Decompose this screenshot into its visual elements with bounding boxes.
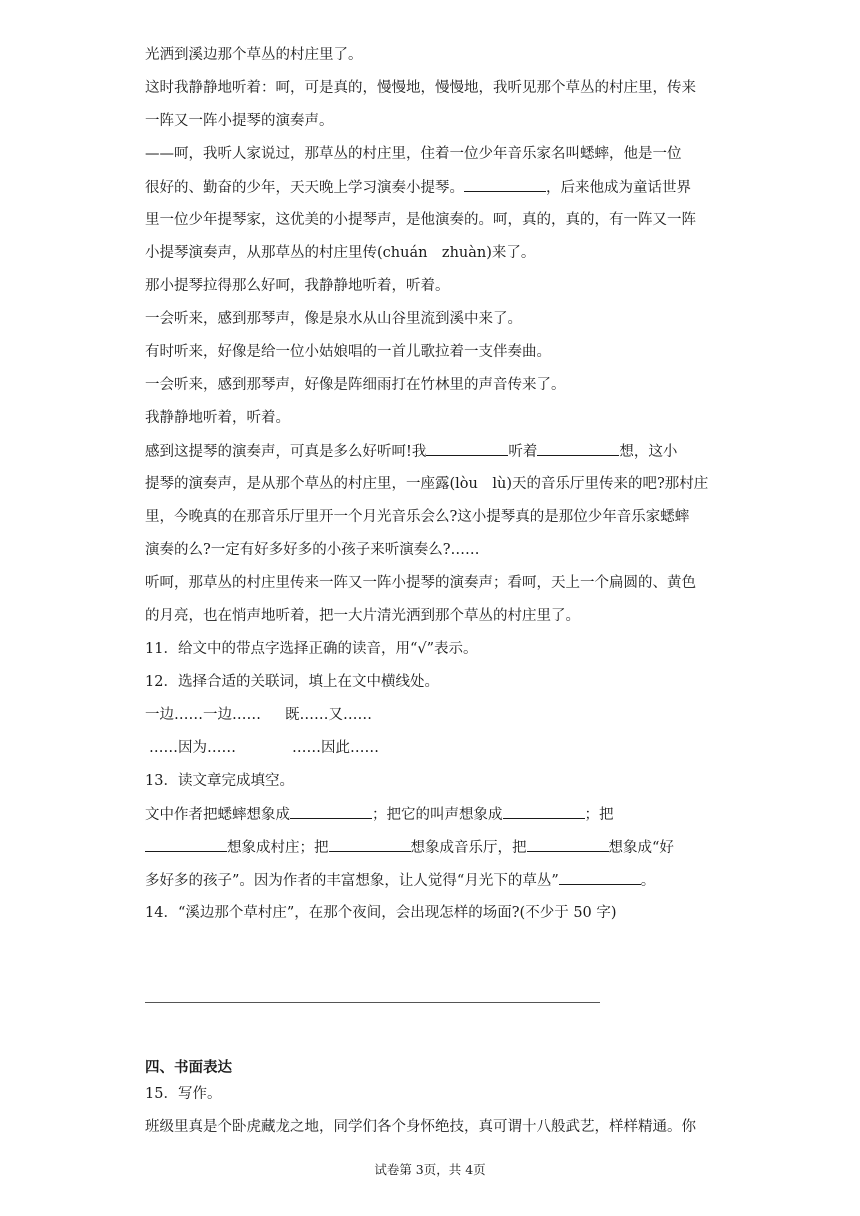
fill-blank[interactable] [426,441,508,456]
passage-text: 很好的、勤奋的少年，天天晚上学习演奏小提琴。 [145,180,464,196]
question-text: 想象成音乐厅，把 [410,840,527,856]
passage-line: 光洒到溪边那个草丛的村庄里了。 [145,47,363,63]
passage-line: 提琴的演奏声，是从那个草丛的村庄里，一座露(lòu lù)天的音乐厅里传来的吧?那村庄 [145,476,709,492]
fill-blank[interactable] [464,177,546,192]
passage-line: 里一位少年提琴家，这优美的小提琴声，是他演奏的。呵，真的，真的，有一阵又一阵 [145,212,696,228]
section-heading: 四、书面表达 [145,1059,232,1076]
fill-blank[interactable] [527,837,609,852]
fill-blank[interactable] [145,837,227,852]
question-text: 。 [640,873,656,889]
question-13: 13．读文章完成填空。 [145,773,294,789]
writing-prompt: 班级里真是个卧虎藏龙之地，同学们各个身怀绝技，真可谓十八般武艺，样样精通。你 [145,1119,696,1135]
passage-line: 演奏的么?一定有好多好多的小孩子来听演奏么?…… [145,542,480,558]
question-text: 多好多的孩子”。因为作者的丰富想象，让人觉得“月光下的草丛” [145,873,559,889]
passage-text: ，后来他成为童话世界 [546,180,691,196]
page-footer: 试卷第 3页，共 4页 [374,1162,486,1177]
question-text: 想象成村庄；把 [227,840,329,856]
passage-line: ——呵，我听人家说过，那草丛的村庄里，住着一位少年音乐家名叫蟋蟀，他是一位 [145,146,682,162]
question-13-line [145,804,725,825]
conjunction-option: 一边……一边…… [145,707,261,723]
passage-line: 的月亮，也在悄声地听着，把一大片清光洒到那个草丛的村庄里了。 [145,608,580,624]
passage-line: 一会听来，感到那琴声，好像是阵细雨打在竹林里的声音传来了。 [145,377,566,393]
conjunction-option: ……因为…… [149,740,236,756]
fill-blank[interactable] [329,837,411,852]
conjunction-options-row [145,705,725,725]
passage-line: 那小提琴拉得那么好呵，我静静地听着，听着。 [145,278,450,294]
question-13-line [145,870,725,891]
fill-blank[interactable] [537,441,619,456]
question-text: ；把它的叫声想象成 [372,807,503,823]
passage-text: 听着 [508,444,538,460]
fill-blank[interactable] [290,804,372,819]
conjunction-options-row [145,738,725,758]
passage-text: 感到这提琴的演奏声，可真是多么好听呵!我 [145,444,427,460]
conjunction-option: ……因此…… [292,740,379,756]
question-11: 11．给文中的带点字选择正确的读音，用“√”表示。 [145,641,478,657]
question-15: 15．写作。 [145,1086,222,1102]
question-text: ；把 [584,807,614,823]
question-12: 12．选择合适的关联词，填上在文中横线处。 [145,674,439,690]
fill-blank[interactable] [559,870,641,885]
conjunction-option: 既……又…… [285,707,372,723]
passage-line: 这时我静静地听着：呵，可是真的，慢慢地，慢慢地，我听见那个草丛的村庄里，传来 [145,80,696,96]
passage-line: 一阵又一阵小提琴的演奏声。 [145,113,334,129]
question-14: 14．“溪边那个草村庄”，在那个夜间，会出现怎样的场面?(不少于 50 字) [145,905,617,921]
passage-line [145,177,725,198]
passage-line: 一会听来，感到那琴声，像是泉水从山谷里流到溪中来了。 [145,311,522,327]
question-text: 想象成“好 [608,840,674,856]
passage-line: 我静静地听着，听着。 [145,410,290,426]
passage-text: 想，这小 [619,444,678,460]
question-text: 文中作者把蟋蟀想象成 [145,807,290,823]
passage-line: 有时听来，好像是给一位小姑娘唱的一首儿歌拉着一支伴奏曲。 [145,344,551,360]
passage-line: 里，今晚真的在那音乐厅里开一个月光音乐会么?这小提琴真的是那位少年音乐家蟋蟀 [145,509,690,525]
passage-line [145,441,725,462]
answer-line[interactable] [145,1002,600,1003]
passage-line: 小提琴演奏声，从那草丛的村庄里传(chuán zhuàn)来了。 [145,245,536,261]
passage-line: 听呵，那草丛的村庄里传来一阵又一阵小提琴的演奏声；看呵，天上一个扁圆的、黄色 [145,575,696,591]
question-13-line [145,837,725,858]
fill-blank[interactable] [503,804,585,819]
